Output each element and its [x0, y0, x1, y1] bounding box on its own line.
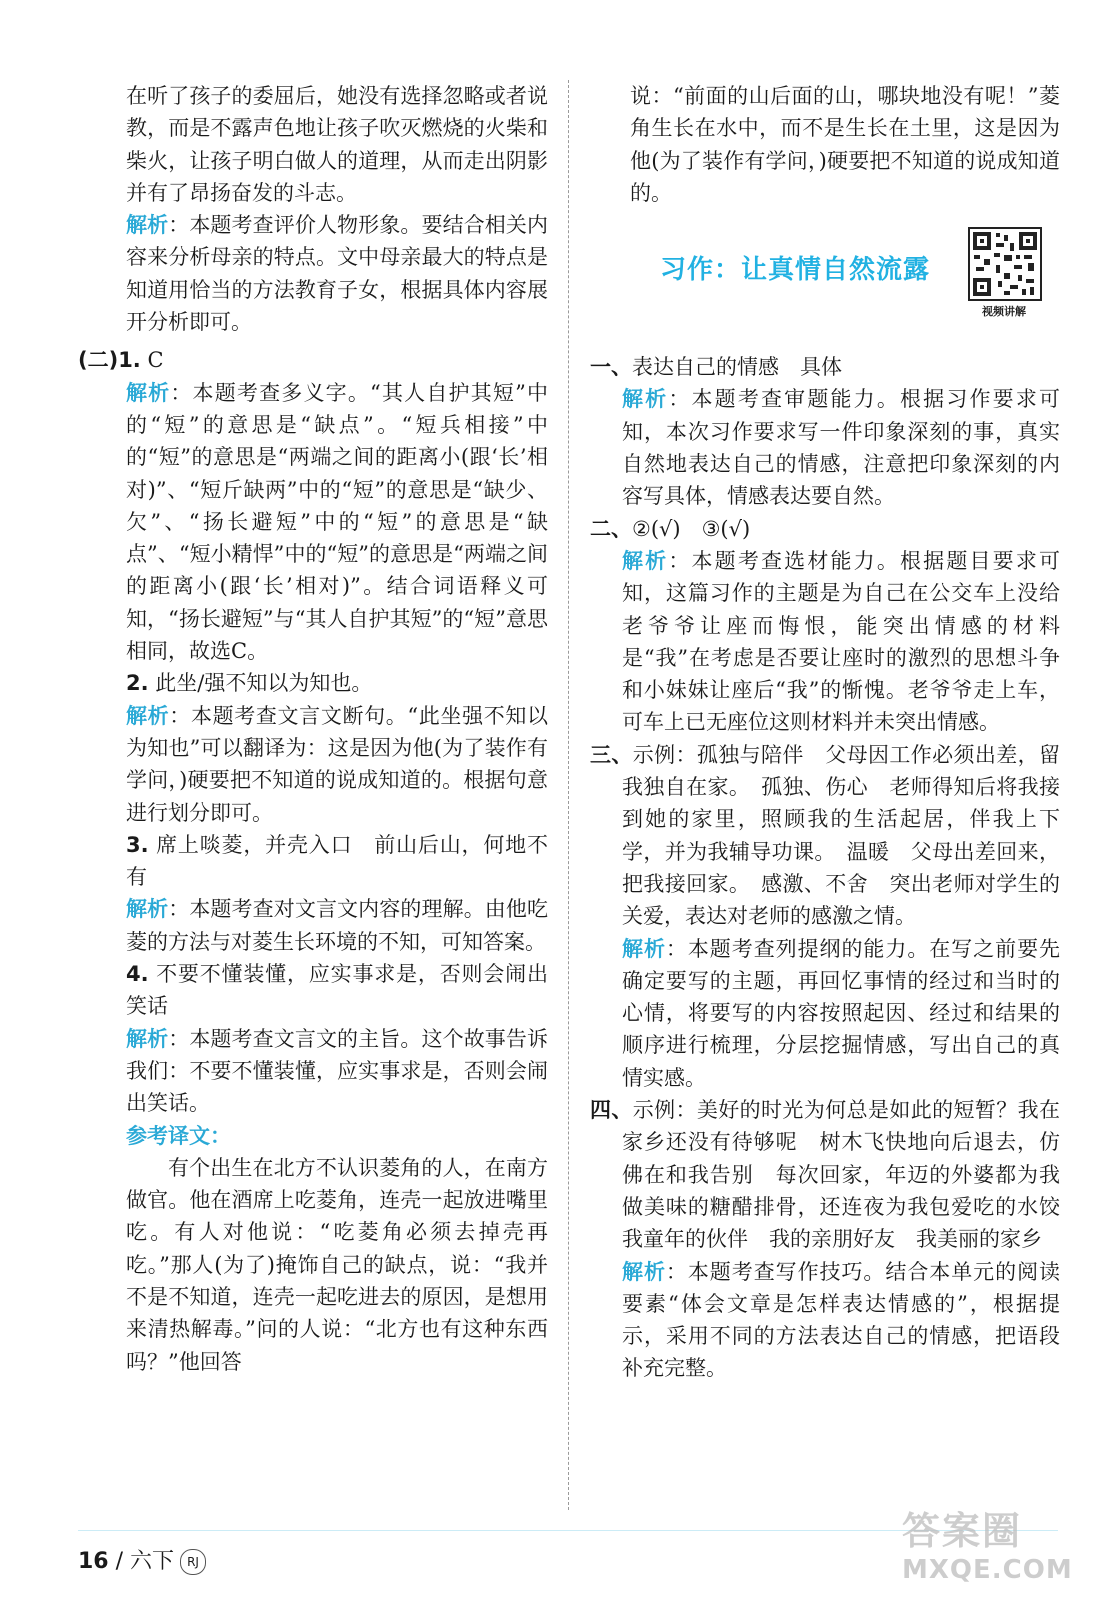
translation-heading [78, 1120, 548, 1152]
question-3-answer [78, 829, 548, 894]
grade-label: 六下 [130, 1549, 175, 1574]
section-heading [590, 227, 1060, 345]
section-2-number: 二、 [590, 516, 632, 541]
page-footer [78, 1544, 206, 1575]
section-1-answer [590, 351, 1060, 383]
footer-separator: / [108, 1549, 131, 1574]
analysis-text: ：本题考查选材能力。根据题目要求可知，这篇习作的主题是为自己在公交车上没给老爷爷让座而悔恨，能突出情感的材料是“我”在考虑是否要让座时的激烈的思想斗争和小妹妹让座后“我”的惭愧。老爷爷走上车，可车上已无座位这则材料并未突出情感。 [622, 548, 1061, 735]
page-number: 16 [78, 1549, 109, 1574]
analysis-text: ：本题考查文言文断句。“此坐强不知以为知也”可以翻译为：这是因为他(为了装作有学问，)硬要把不知道的说成知道的。根据句意进行划分即可。 [126, 703, 549, 825]
analysis-text: ：本题考查对文言文内容的理解。由他吃菱的方法与对菱生长环境的不知，可知答案。 [126, 897, 549, 954]
translation-colon: ： [210, 1123, 231, 1148]
analysis-label: 解析 [126, 897, 169, 922]
question-2-answer-text: 此坐/强不知以为知也。 [148, 671, 373, 696]
left-column [78, 80, 548, 1378]
section-2-answer-text: ②(√) ③(√) [632, 516, 751, 541]
analysis-label: 解析 [126, 1026, 169, 1051]
analysis-label: 解析 [126, 703, 170, 728]
question-2-number: 2. [126, 671, 149, 696]
translation-text: 有个出生在北方不认识菱角的人，在南方做官。他在酒席上吃菱角，连壳一起放进嘴里吃。有人对他说：“吃菱角必须去掉壳再吃。”那人(为了)掩饰自己的缺点，说：“我并不是不知道，连壳一起吃进去的原因，是想用来清热解毒。”问的人说：“北方也有这种东西吗？”他回答 [126, 1155, 548, 1374]
analysis-text: ：本题考查审题能力。根据习作要求可知，本次习作要求写一件印象深刻的事，真实自然地表达自己的情感，注意把印象深刻的内容写具体，情感表达要自然。 [622, 387, 1061, 509]
qr-caption: 视频讲解 [982, 305, 1026, 319]
section-4-number: 四、 [590, 1098, 633, 1123]
question-4-number: 4. [126, 962, 149, 987]
section-4-answer [590, 1094, 1081, 1255]
watermark [902, 1500, 1102, 1598]
section-3-number: 三、 [590, 742, 633, 767]
analysis-text: ：本题考查列提纲的能力。在写之前要先确定要写的主题，再回忆事情的经过和当时的心情，将要写的内容按照起因、经过和结果的顺序进行梳理，分层挖掘情感，写出自己的真情实感。 [622, 936, 1061, 1090]
answer-paragraph: 在听了孩子的委屈后，她没有选择忽略或者说教，而是不露声色地让孩子吹灭燃烧的火柴和柴火，让孩子明白做人的道理，从而走出阴影并有了昂扬奋发的斗志。 [126, 84, 548, 205]
column-divider [568, 80, 569, 1510]
analysis-paragraph [78, 209, 548, 338]
question-1-answer-text: C [140, 348, 164, 373]
analysis-label: 解析 [622, 548, 669, 573]
section-2-answer [590, 513, 1060, 545]
question-2-analysis [78, 700, 548, 829]
section-1-number: 一、 [590, 355, 632, 380]
section-1-analysis [590, 383, 1060, 512]
qr-code-icon[interactable] [968, 227, 1042, 301]
question-4-answer-text: 不要不懂装懂，应实事求是，否则会闹出笑话 [126, 962, 548, 1019]
question-4-answer [78, 958, 548, 1023]
section-title: 习作：让真情自然流露 [660, 255, 931, 286]
question-2-answer [78, 667, 548, 699]
translation-label: 参考译文 [126, 1123, 210, 1148]
question-1-analysis [78, 377, 548, 668]
section-4-answer-text: 示例：美好的时光为何总是如此的短暂？我在家乡还没有待够呢 树木飞快地向后退去，仿佛在和我告别 每次回家，年迈的外婆都为我做美味的糖醋排骨，还连夜为我包爱吃的水饺 我童年的伙伴 我的亲朋好友 我美丽的家乡 [622, 1098, 1081, 1252]
watermark-bottom: MXQE.COM [902, 1555, 1073, 1585]
section-3-answer-text: 示例：孤独与陪伴 父母因工作必须出差，留我独自在家。 孤独、伤心 老师得知后将我接到她的家里，照顾我的生活起居，伴我上下学，并为我辅导功课。 温暖 父母出差回来，把我接回家。 感激、不舍 突出老师对学生的关爱，表达对老师的感激之情。 [622, 742, 1061, 929]
question-3-answer-text: 席上啖菱，并壳入口 前山后山，何地不有 [126, 832, 548, 890]
analysis-text: ：本题考查评价人物形象。要结合相关内容来分析母亲的特点。文中母亲最大的特点是知道用恰当的方法教育子女，根据具体内容展开分析即可。 [126, 213, 549, 335]
section-4-analysis [590, 1256, 1060, 1385]
question-3-number: 3. [126, 832, 149, 857]
analysis-label: 解析 [622, 387, 669, 412]
watermark-top: 答案圈 [902, 1509, 1023, 1553]
section-3-answer [590, 739, 1060, 933]
analysis-text: ：本题考查多义字。“其人自护其短”中的“短”的意思是“缺点”。“短兵相接”中的“短”的意思是“两端之间的距离小(跟‘长’相对)”、“短斤缺两”中的“短”的意思是“缺少、欠”、“扬长避短”中的“短”的意思是“缺点”、“短小精悍”中的“短”的意思是“两端之间的距离小(跟‘长’相对)”。结合词语释义可知，“扬长避短”与“其人自护其短”的“短”意思相同，故选C。 [126, 380, 548, 664]
section-1-answer-text: 表达自己的情感 具体 [632, 355, 842, 380]
analysis-label: 解析 [622, 1259, 666, 1284]
section-2-analysis [590, 545, 1060, 739]
question-1-answer [78, 344, 548, 376]
analysis-label: 解析 [126, 213, 169, 238]
analysis-text: ：本题考查写作技巧。结合本单元的阅读要素“体会文章是怎样表达情感的”，根据提示，采用不同的方法表达自己的情感，把语段补充完整。 [622, 1259, 1061, 1381]
analysis-text: ：本题考查文言文的主旨。这个故事告诉我们：不要不懂装懂，应实事求是，否则会闹出笑话。 [126, 1026, 549, 1116]
edition-badge-icon: RJ [180, 1549, 206, 1575]
question-1-number: (二)1. [78, 348, 141, 373]
analysis-label: 解析 [126, 380, 171, 405]
question-4-analysis [78, 1023, 548, 1120]
right-column [590, 80, 1081, 1385]
translation-continuation: 说：“前面的山后面的山，哪块地没有呢！”菱角生长在水中，而不是生长在土里，这是因为他(为了装作有学问，)硬要把不知道的说成知道的。 [630, 84, 1060, 205]
analysis-label: 解析 [622, 936, 666, 961]
question-3-analysis [78, 893, 548, 958]
section-3-analysis [590, 933, 1060, 1094]
